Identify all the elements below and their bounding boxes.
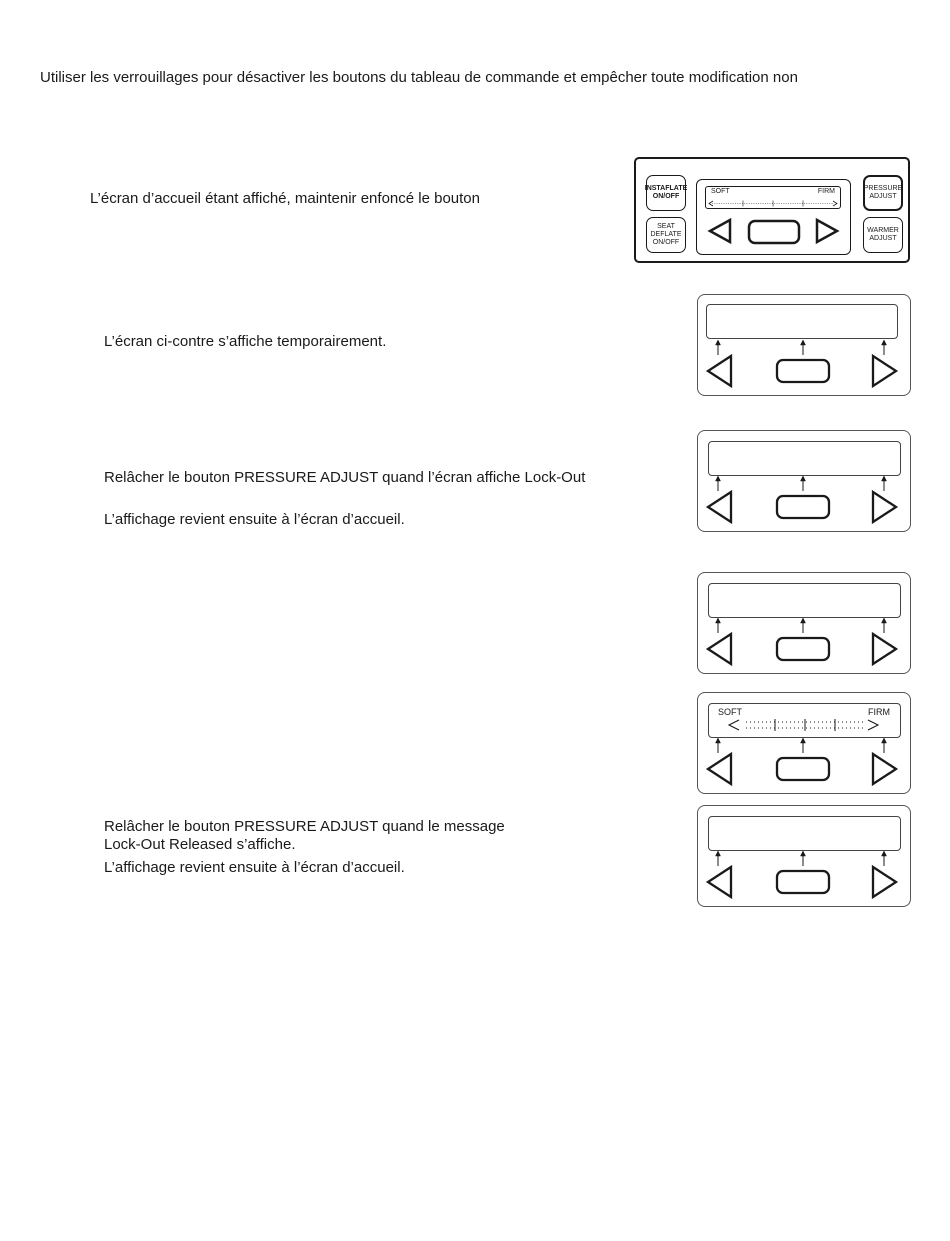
panel-right-arrow-icon <box>817 220 837 242</box>
step3-text: Relâcher le bouton PRESSURE ADJUST quand l’écran affiche Lock-Out <box>104 469 586 486</box>
display-5-controls <box>698 848 912 908</box>
display-1-controls <box>698 337 912 397</box>
intro-text: Utiliser les verrouillages pour désactiver les boutons du tableau de commande et empêcher toute modification non <box>40 69 798 86</box>
step2-text: L’écran ci-contre s’affiche temporairement. <box>104 333 387 350</box>
panel-display-area <box>696 179 851 255</box>
display-5-right-arrow-icon <box>873 867 896 897</box>
display-2-controls <box>698 473 912 533</box>
display-4-screen <box>708 703 901 738</box>
display-4-right-arrow-icon <box>873 754 896 784</box>
warmer-adjust-label: ADJUST <box>869 235 897 242</box>
step4-message-text: Lock-Out Released s’affiche. <box>104 836 296 853</box>
panel-soft-label: SOFT <box>711 188 730 195</box>
display-4-select-icon <box>777 758 829 780</box>
seat-deflate-button[interactable] <box>646 217 686 253</box>
instaflate-onoff-label: ON/OFF <box>652 193 680 200</box>
display-unit-1 <box>697 294 911 396</box>
pressure-adjust-button[interactable] <box>863 175 903 211</box>
step1-text: L’écran d’accueil étant affiché, maintenir enfoncé le bouton <box>90 190 480 207</box>
display-unit-5 <box>697 805 911 907</box>
deflate-label: DEFLATE <box>650 231 682 238</box>
step4-text: Relâcher le bouton PRESSURE ADJUST quand le message <box>104 818 505 835</box>
warmer-adjust-button[interactable] <box>863 217 903 253</box>
display-3-controls <box>698 615 912 675</box>
pressure-adjust-label: ADJUST <box>869 193 897 200</box>
pressure-label: PRESSURE <box>863 185 903 192</box>
display-3-select-icon <box>777 638 829 660</box>
control-panel <box>634 157 910 263</box>
display-5-left-arrow-icon <box>708 867 731 897</box>
panel-firm-label: FIRM <box>817 188 835 195</box>
panel-select-button-icon <box>749 221 799 243</box>
display-5-select-icon <box>777 871 829 893</box>
display-4-soft-label: SOFT <box>718 707 742 717</box>
seat-label: SEAT <box>657 223 675 230</box>
display-4-firm-label: FIRM <box>868 707 890 717</box>
display-3-screen <box>708 583 901 618</box>
display-5-screen <box>708 816 901 851</box>
step3-return-text: L’affichage revient ensuite à l’écran d’accueil. <box>104 511 405 528</box>
display-4-left-arrow-icon <box>708 754 731 784</box>
warmer-label: WARMER <box>867 227 899 234</box>
display-1-select-icon <box>777 360 829 382</box>
display-1-right-arrow-icon <box>873 356 896 386</box>
panel-left-arrow-icon <box>710 220 730 242</box>
panel-control-icons <box>696 179 851 255</box>
step4-return-text: L’affichage revient ensuite à l’écran d’accueil. <box>104 859 405 876</box>
display-2-right-arrow-icon <box>873 492 896 522</box>
display-3-right-arrow-icon <box>873 634 896 664</box>
display-1-left-arrow-icon <box>708 356 731 386</box>
display-3-left-arrow-icon <box>708 634 731 664</box>
instaflate-label: INSTAFLATE <box>644 185 688 192</box>
seat-deflate-onoff-label: ON/OFF <box>652 239 680 246</box>
display-unit-2 <box>697 430 911 532</box>
instaflate-button[interactable] <box>646 175 686 211</box>
display-unit-4 <box>697 692 911 794</box>
display-2-left-arrow-icon <box>708 492 731 522</box>
display-4-firmness-scale <box>708 703 901 738</box>
display-1-screen <box>706 304 898 339</box>
display-unit-3 <box>697 572 911 674</box>
display-4-controls <box>698 735 912 795</box>
display-2-screen <box>708 441 901 476</box>
display-2-select-icon <box>777 496 829 518</box>
